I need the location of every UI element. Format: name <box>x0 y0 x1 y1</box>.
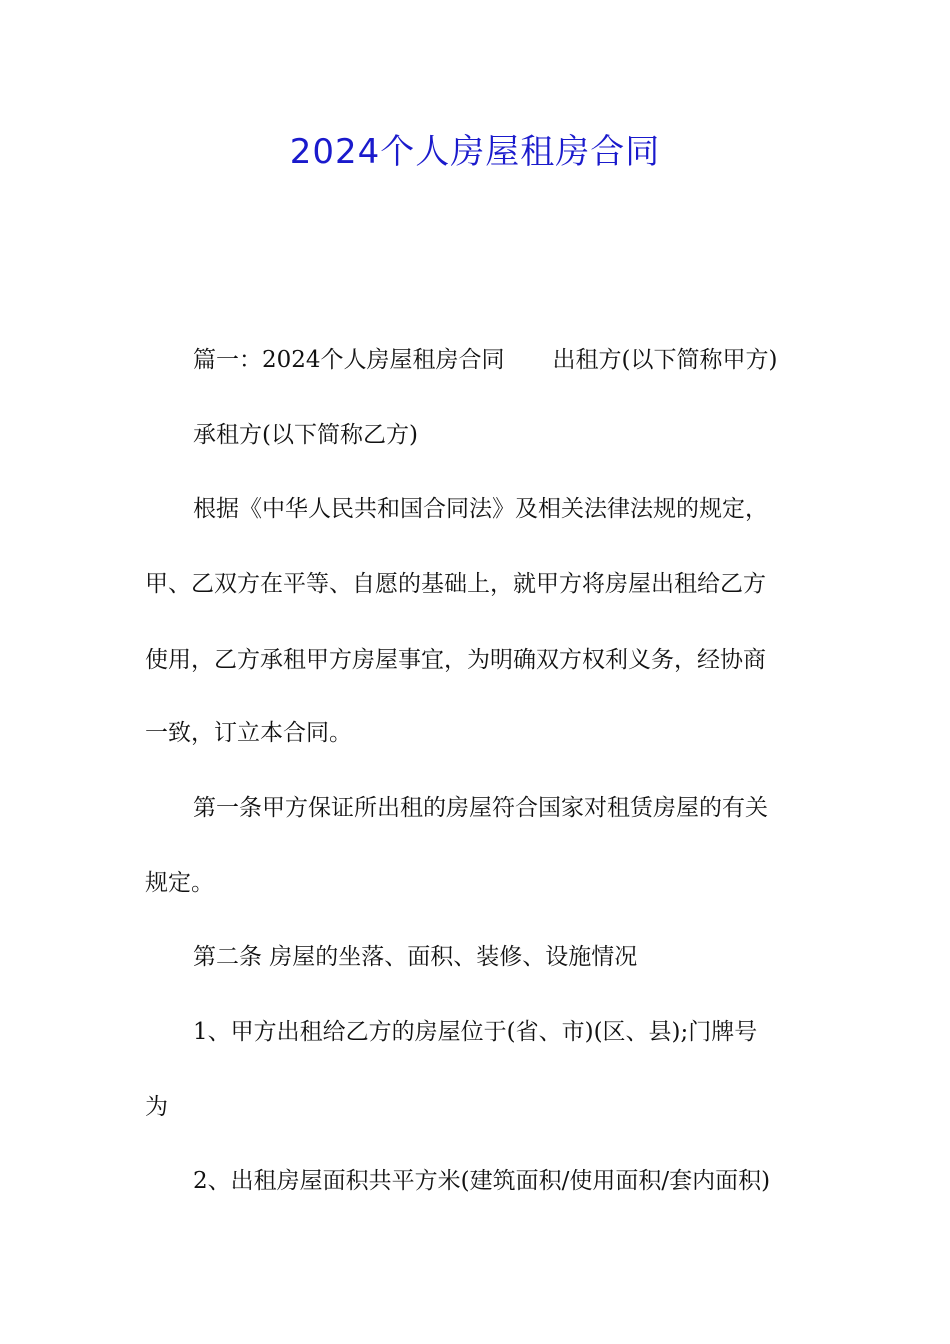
paragraph-line-3: 根据《中华人民共和国合同法》及相关法律法规的规定， <box>193 496 768 522</box>
paragraph-line-7: 第一条甲方保证所出租的房屋符合国家对租赁房屋的有关 <box>193 795 768 821</box>
paragraph-line-1 <box>193 345 873 375</box>
paragraph-line-5: 使用，乙方承租甲方房屋事宜，为明确双方权利义务，经协商 <box>145 647 766 673</box>
paragraph-line-12: 2、出租房屋面积共平方米(建筑面积/使用面积/套内面积) <box>193 1168 771 1194</box>
paragraph-line-9: 第二条 房屋的坐落、面积、装修、设施情况 <box>193 944 638 970</box>
paragraph-line-10: 1、甲方出租给乙方的房屋位于(省、市)(区、县);门牌号 <box>193 1019 758 1045</box>
paragraph-line-6: 一致，订立本合同。 <box>145 720 352 746</box>
lessor-label: 出租方(以下简称甲方) <box>552 347 778 373</box>
paragraph-line-2: 承租方(以下简称乙方) <box>193 422 418 448</box>
paragraph-line-11: 为 <box>145 1094 168 1120</box>
chapter-heading: 篇一：2024个人房屋租房合同 <box>193 347 505 373</box>
paragraph-line-8: 规定。 <box>145 870 214 896</box>
document-title: 2024个人房屋租房合同 <box>289 132 661 172</box>
paragraph-line-4: 甲、乙双方在平等、自愿的基础上，就甲方将房屋出租给乙方 <box>145 571 766 597</box>
